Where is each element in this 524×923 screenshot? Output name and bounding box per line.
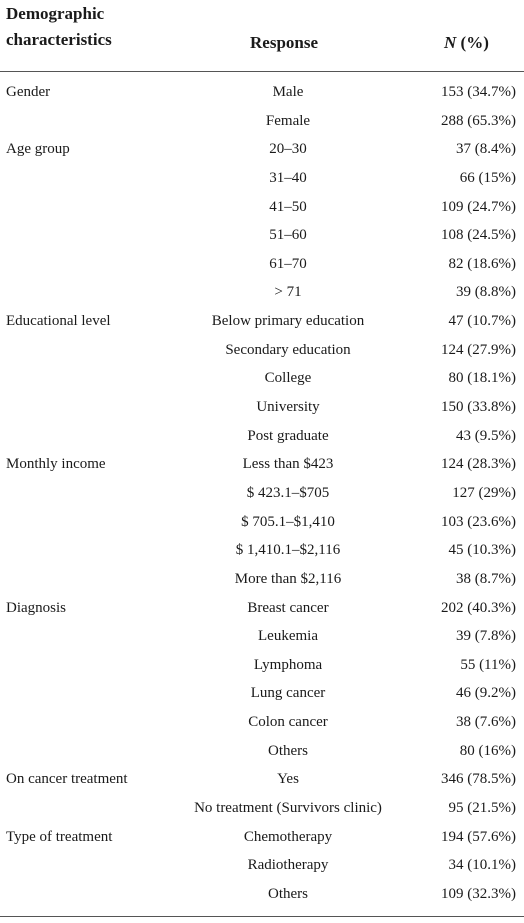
row-n-percent: 109 (32.3%) (441, 885, 516, 902)
row-response: Lymphoma (253, 656, 323, 673)
table-row (0, 479, 524, 508)
row-response: $ 423.1–$705 (246, 484, 330, 501)
row-response: Breast cancer (247, 599, 329, 616)
header-n-percent (444, 30, 489, 56)
row-response: Others (268, 885, 308, 902)
row-category: Diagnosis (6, 599, 66, 616)
table-row (0, 536, 524, 565)
row-n-percent: 127 (29%) (452, 484, 516, 501)
table-header (0, 0, 524, 76)
table-row (0, 851, 524, 880)
row-n-percent: 124 (27.9%) (441, 341, 516, 358)
row-category: Educational level (6, 313, 111, 330)
row-n-percent: 194 (57.6%) (441, 828, 516, 845)
row-response: Female (265, 112, 311, 129)
row-n-percent: 47 (10.7%) (448, 313, 516, 330)
table-body (0, 78, 524, 909)
row-category: Gender (6, 84, 51, 100)
table-bottom-rule (0, 916, 524, 917)
table-row (0, 594, 524, 623)
table-row (0, 164, 524, 193)
row-n-percent: 153 (34.7%) (441, 84, 516, 100)
row-response: 31–40 (269, 169, 307, 186)
row-n-percent: 55 (11%) (460, 656, 516, 673)
row-n-percent: 38 (8.7%) (456, 570, 516, 587)
table-row (0, 880, 524, 909)
table-row (0, 135, 524, 164)
row-response: 51–60 (269, 227, 307, 244)
row-n-percent: 103 (23.6%) (441, 513, 516, 530)
header-response: Response (250, 33, 319, 52)
table-row (0, 336, 524, 365)
row-n-percent: 66 (15%) (459, 169, 516, 186)
table-row (0, 250, 524, 279)
row-n-percent: 46 (9.2%) (456, 685, 516, 702)
row-category: Type of treatment (6, 828, 113, 845)
row-response: > 71 (274, 284, 302, 301)
row-category: On cancer treatment (6, 771, 128, 788)
row-n-percent: 346 (78.5%) (441, 771, 516, 788)
table-row (0, 193, 524, 222)
header-demographic-line1: Demographic (6, 4, 105, 23)
table-row (0, 765, 524, 794)
row-response: Male (272, 84, 304, 100)
table-row (0, 708, 524, 737)
table-row (0, 508, 524, 537)
header-divider (0, 71, 524, 72)
row-n-percent: 34 (10.1%) (448, 857, 516, 874)
table-row (0, 737, 524, 766)
row-n-percent: 82 (18.6%) (448, 255, 516, 272)
row-n-percent: 124 (28.3%) (441, 456, 516, 473)
table-row (0, 823, 524, 852)
row-n-percent: 80 (18.1%) (448, 370, 516, 387)
row-n-percent: 202 (40.3%) (441, 599, 516, 616)
row-response: 41–50 (269, 198, 307, 215)
row-response: Colon cancer (248, 714, 328, 731)
table-row (0, 622, 524, 651)
table-row (0, 565, 524, 594)
row-n-percent: 39 (8.8%) (456, 284, 516, 301)
table-row (0, 78, 524, 107)
row-n-percent: 288 (65.3%) (441, 112, 516, 129)
table-row (0, 794, 524, 823)
row-response: College (264, 370, 312, 387)
row-n-percent: 108 (24.5%) (441, 227, 516, 244)
row-n-percent: 38 (7.6%) (456, 714, 516, 731)
table-row (0, 450, 524, 479)
row-response: Yes (277, 771, 299, 788)
row-response: More than $2,116 (234, 570, 342, 587)
row-response: Others (268, 742, 308, 759)
row-response: Chemotherapy (243, 828, 333, 845)
row-response: Leukemia (258, 628, 318, 645)
header-n-rest: (%) (456, 33, 489, 52)
row-n-percent: 43 (9.5%) (456, 427, 516, 444)
header-n-italic: N (444, 33, 457, 52)
row-n-percent: 95 (21.5%) (448, 800, 516, 817)
row-response: No treatment (Survivors clinic) (194, 800, 382, 817)
row-response: University (256, 399, 320, 416)
row-response: $ 705.1–$1,410 (241, 513, 335, 530)
row-category: Age group (6, 141, 70, 158)
row-n-percent: 37 (8.4%) (456, 141, 516, 158)
header-demographic-line2: characteristics (6, 30, 112, 49)
row-n-percent: 39 (7.8%) (456, 628, 516, 645)
row-response: Below primary education (211, 313, 365, 330)
table-row (0, 393, 524, 422)
table-row (0, 422, 524, 451)
row-response: Secondary education (225, 341, 351, 358)
row-n-percent: 150 (33.8%) (441, 399, 516, 416)
row-n-percent: 45 (10.3%) (448, 542, 516, 559)
table-row (0, 278, 524, 307)
row-category: Monthly income (6, 456, 106, 473)
row-n-percent: 80 (16%) (459, 742, 516, 759)
row-response: Less than $423 (242, 456, 334, 473)
row-response: $ 1,410.1–$2,116 (235, 542, 341, 559)
row-response: 20–30 (269, 141, 307, 158)
table-row (0, 651, 524, 680)
row-response: Lung cancer (250, 685, 326, 702)
row-response: Post graduate (247, 427, 329, 444)
row-n-percent: 109 (24.7%) (441, 198, 516, 215)
table-row (0, 679, 524, 708)
table-row (0, 307, 524, 336)
header-demographic-characteristics (6, 1, 112, 53)
table-row (0, 364, 524, 393)
table-row (0, 221, 524, 250)
table-row (0, 107, 524, 136)
row-response: Radiotherapy (247, 857, 329, 874)
row-response: 61–70 (269, 255, 307, 272)
